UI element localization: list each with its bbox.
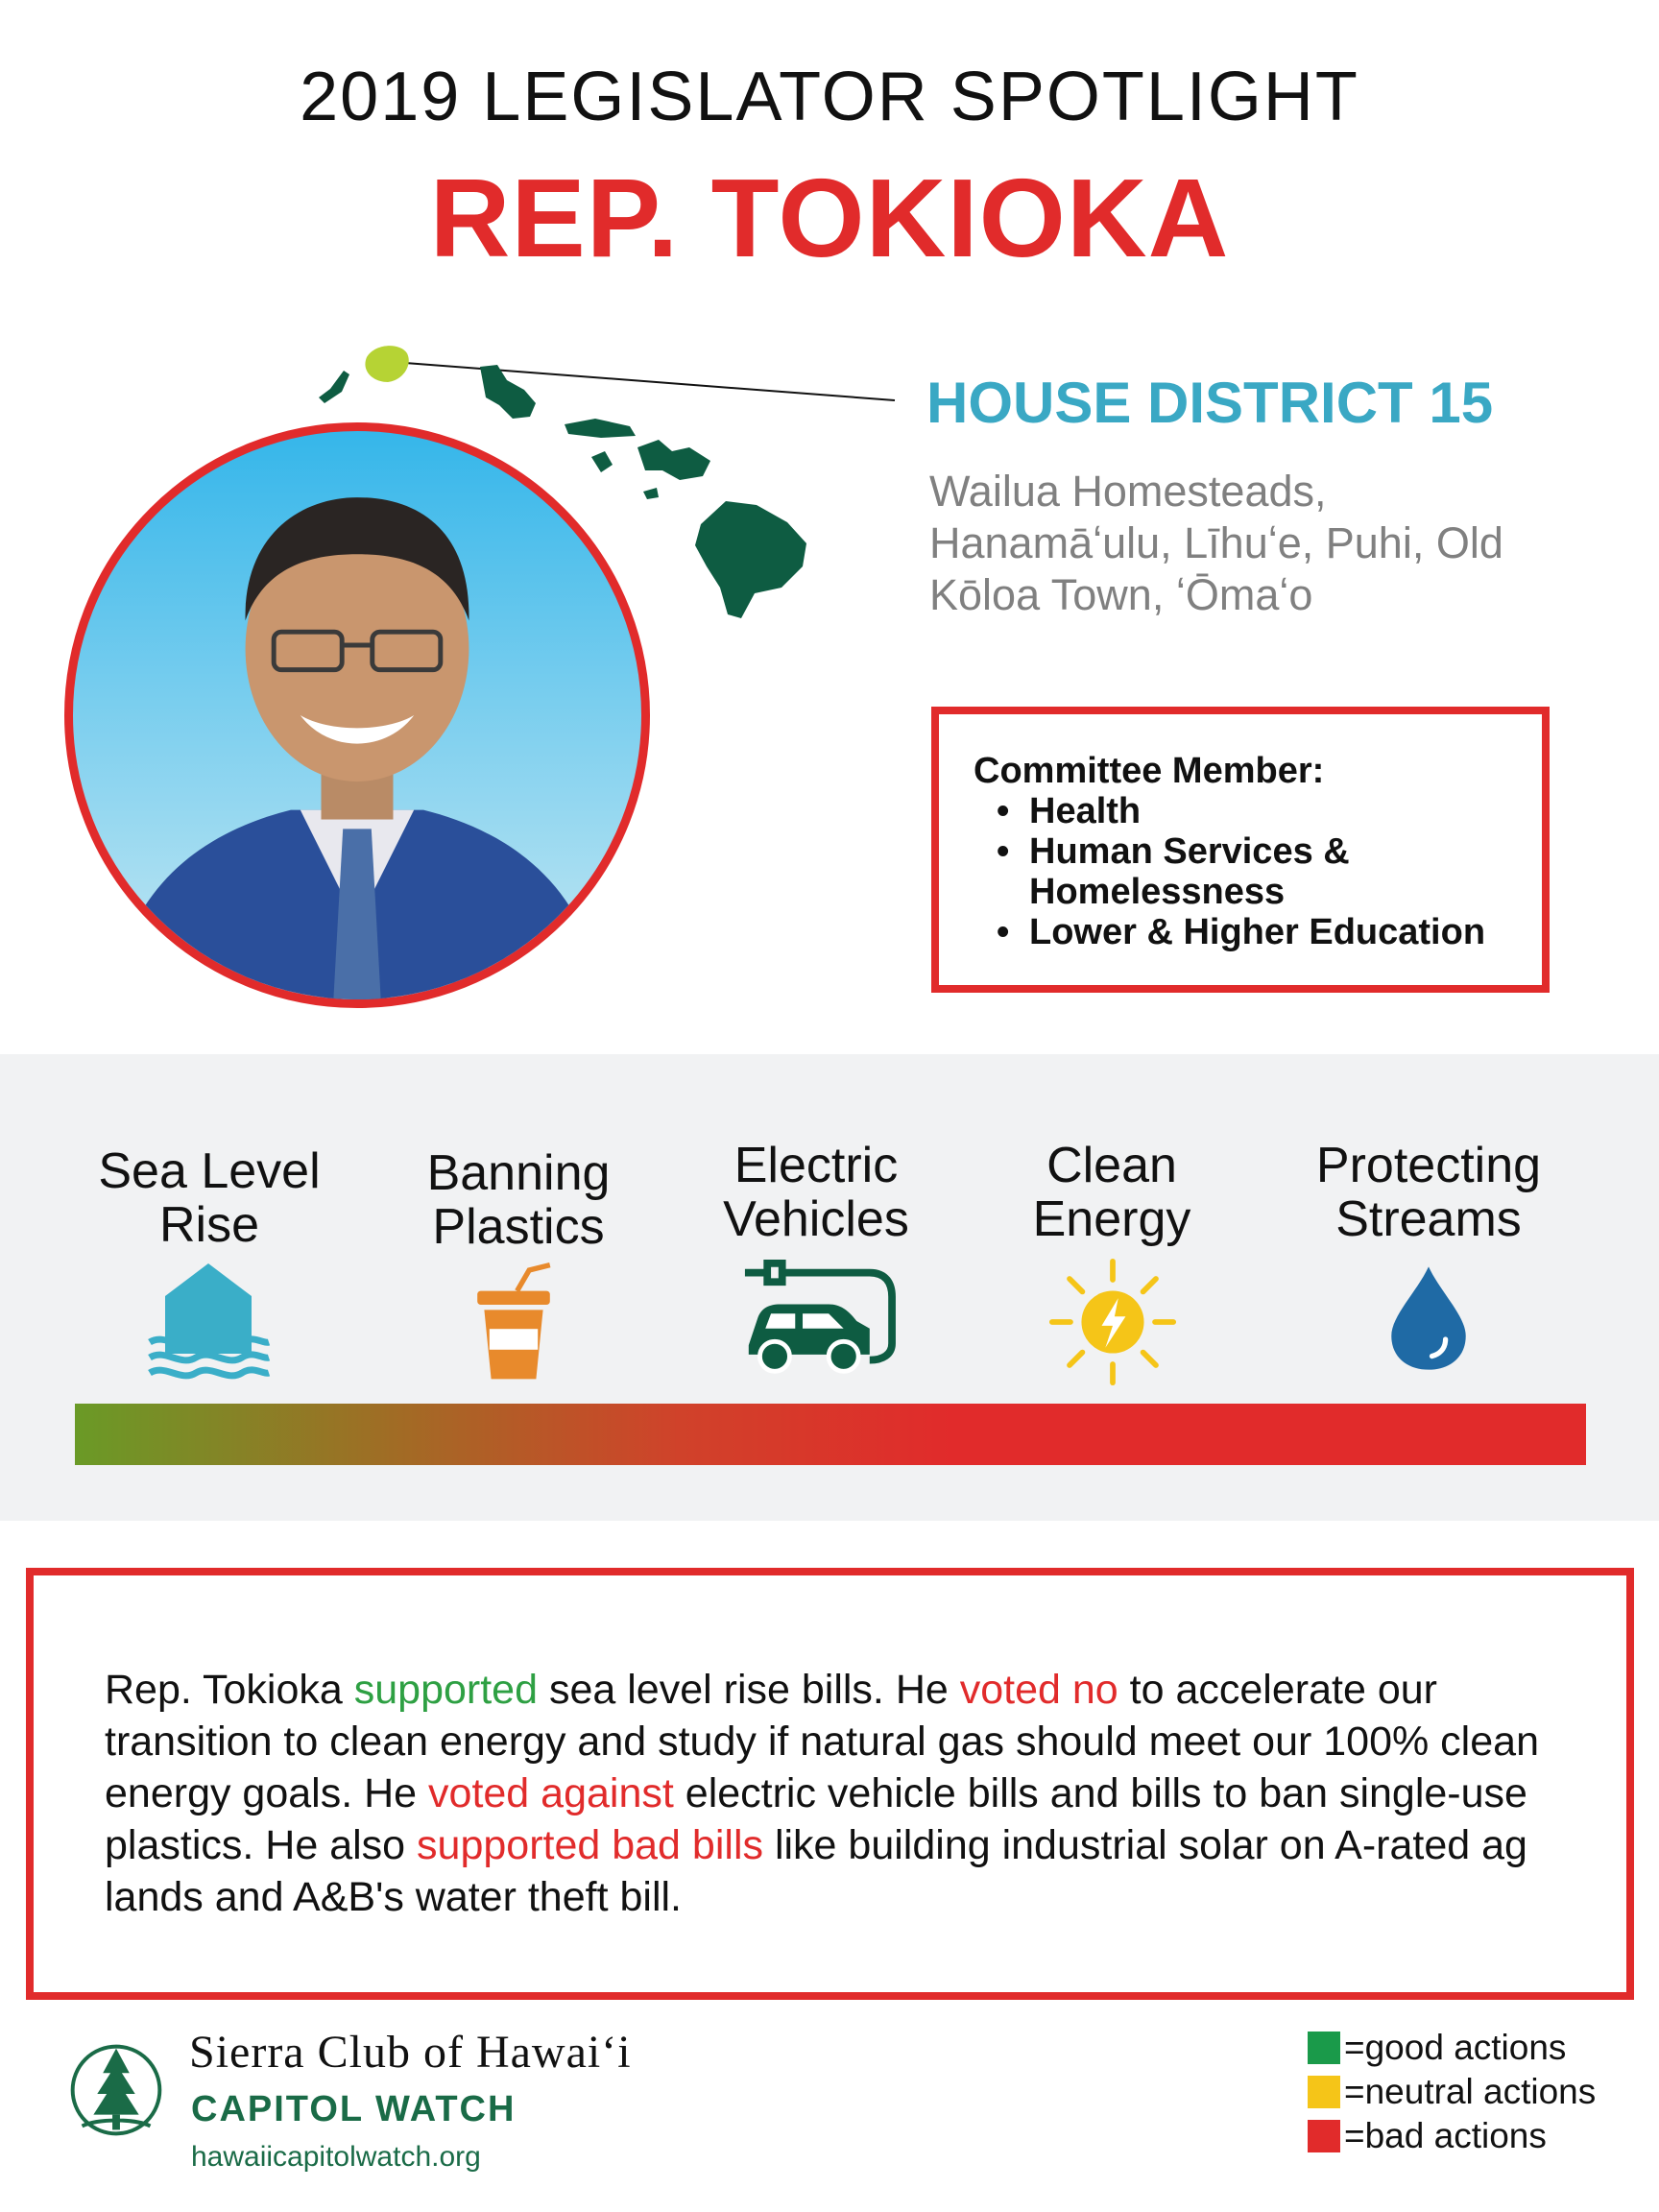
niihau-island [319,371,349,403]
legend-swatch-bad [1308,2120,1340,2152]
summary-box [26,1568,1634,2000]
legend-row-neutral [1308,2070,1596,2114]
issue-label: Rise [158,1197,260,1253]
issue-clean-energy [968,1139,1256,1246]
summary-segment: like building industrial solar on A-rated ag lands and A&B's water theft bill. [105,1822,1527,1920]
lanai-island [591,451,613,472]
legend-swatch-neutral [1308,2076,1340,2108]
electric-car-icon [739,1260,898,1381]
district-area-line: Wailua Homesteads, [929,467,1327,516]
legend-swatch-good [1308,2032,1340,2064]
issue-electric-vehicles [672,1139,960,1246]
issue-label: Sea Level [98,1143,321,1199]
district-area-line: Hanamāʻulu, Līhuʻe, Puhi, Old [929,518,1503,567]
org-url-link[interactable]: hawaiicapitolwatch.org [191,2141,481,2173]
kahoolawe-island [643,488,659,499]
issue-sea-level-rise [65,1144,353,1252]
sun-bolt-icon [1048,1258,1177,1386]
issue-label: Streams [1335,1191,1522,1247]
sierra-club-logo [67,2024,165,2156]
committee-list [993,791,1542,952]
org-subtitle: CAPITOL WATCH [191,2089,517,2129]
legend-label: =neutral actions [1344,2072,1597,2111]
summary-segment: sea level rise bills. He [538,1667,960,1713]
issue-label: Vehicles [723,1191,909,1247]
maui-island [637,440,710,480]
committee-item: • Health [993,791,1542,831]
rating-gradient-bar [75,1404,1586,1465]
district-areas [929,466,1544,621]
committee-item: • Lower & Higher Education [993,912,1542,952]
district-pointer-line [405,363,895,400]
summary-segment: Rep. Tokioka [105,1667,354,1713]
issue-label: Clean [1046,1138,1177,1193]
legislator-portrait [64,422,650,1008]
bad-highlight: voted no [959,1667,1118,1713]
summary-segment: electric vehicle bills and bills to ban single-use plastics. He also [105,1770,1527,1868]
molokai-island [565,419,636,438]
legend-label: =bad actions [1344,2116,1547,2155]
issue-protecting-streams [1285,1139,1573,1246]
big-island [695,501,806,618]
legislator-name: REP. TOKIOKA [429,156,1230,280]
committee-box [931,707,1550,993]
bad-highlight: supported bad bills [417,1822,763,1868]
summary-text [105,1664,1569,1923]
page-title: 2019 LEGISLATOR SPOTLIGHT [300,59,1359,135]
issue-banning-plastics [374,1146,662,1254]
issue-label: Protecting [1315,1138,1542,1193]
flooded-house-icon [146,1258,271,1382]
issue-label: Banning [426,1145,611,1201]
issue-label: Energy [1032,1191,1191,1247]
committee-item-line: Homelessness [1029,872,1286,912]
district-title: HOUSE DISTRICT 15 [926,371,1494,435]
district-area-line: Kōloa Town, ʻŌmaʻo [929,570,1313,619]
legend-row-good [1308,2026,1596,2070]
legend-label: =good actions [1344,2028,1567,2067]
committee-item [993,831,1542,912]
committee-item-line: Human Services & [1029,831,1350,872]
issue-label: Plastics [432,1199,605,1255]
portrait-illustration [73,431,641,999]
legend [1308,2026,1596,2158]
kauai-island [365,346,408,382]
good-highlight: supported [353,1667,539,1713]
water-drop-icon [1386,1258,1471,1379]
bad-highlight: voted against [428,1770,674,1816]
committee-heading: Committee Member: [974,751,1325,791]
legend-row-bad [1308,2114,1596,2158]
summary-segment: to accelerate our transition to clean energy and study if natural gas should meet our 100% clean energy goals. He [105,1667,1539,1816]
plastic-cup-icon [470,1260,557,1384]
org-name: Sierra Club of Hawaiʻi [189,2027,632,2078]
issue-label: Electric [733,1138,899,1193]
